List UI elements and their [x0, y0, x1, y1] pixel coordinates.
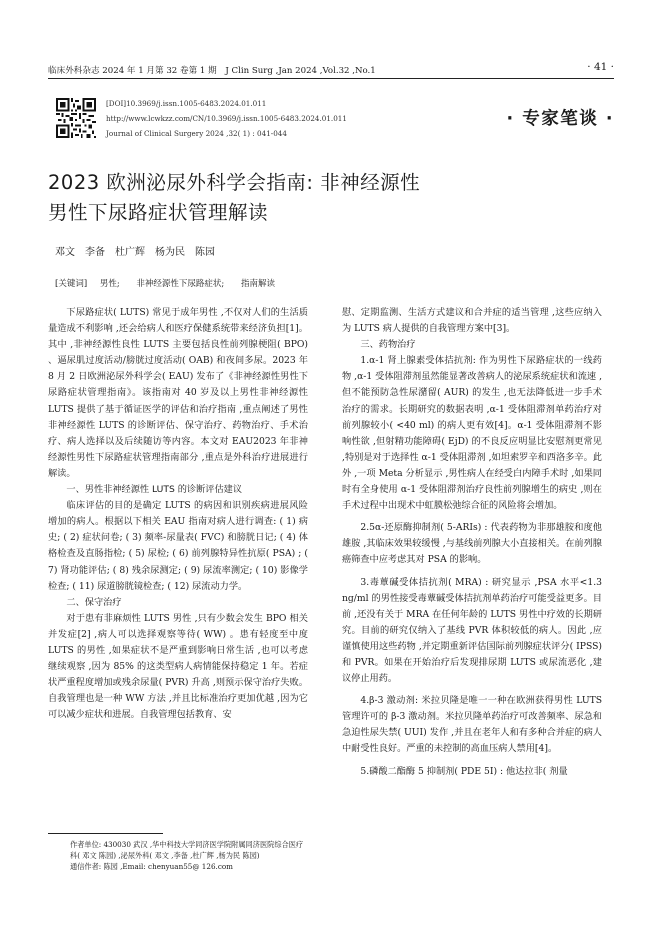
keywords [55, 277, 289, 289]
footnote-rule [48, 833, 163, 834]
paragraph: 4.β-3 激动剂: 米拉贝隆是唯一一种在欧洲获得男性 LUTS 管理许可的 β-3 激动剂。米拉贝隆单药治疗可改善频率、尿急和急迫性尿失禁( UUI) 发作 ,并且在老年人和有多种合并症的病人中耐受性良好。严重的未控制的高血压病人禁用[4]。 [342, 695, 602, 755]
section-heading: 一、男性非神经源性 LUTS 的诊断评估建议 [66, 484, 243, 496]
section-heading: 二、保守治疗 [66, 596, 122, 608]
article-title [48, 168, 608, 228]
left-column [48, 305, 308, 723]
paragraph: 对于患有非麻烦性 LUTS 男性 ,只有少数会发生 BPO 相关并发症[2] ,病人可以选择观察等待( WW) 。患有轻度至中度 LUTS 的男性 ,如果症状不是严重到影响日常生活 ,也可以考虑继续观察 ,因为 85% 的这类型病人病情能保持稳定 1 年。若症状严重程度增加或残余尿量( PVR) 升高 ,则预示保守治疗失败。自我管理也是一种 WW 方法 ,并且比标准治疗更加优越 ,因为它可以减少症状和进展。自我管理包括教育、安 [48, 612, 308, 721]
section-heading: 三、药物治疗 [360, 339, 416, 351]
authors: 邓文 李备 杜广辉 杨为民 陈园 [55, 247, 215, 258]
column-tag: · 专家笔谈 · [506, 109, 614, 129]
running-header [48, 62, 614, 79]
doi: [DOI]10.3969/j.issn.1005-6483.2024.01.011 [106, 99, 267, 108]
paragraph: 3.毒蕈碱受体拮抗剂( MRA) : 研究显示 ,PSA 水平<1.3 ng/ml 的男性接受毒蕈碱受体拮抗剂单药治疗可能受益更多。目前 ,还没有关于 MRA 在任何年龄的 LUTS 男性中疗效的长期研究。目前的研究仅纳入了基线 PVR 体积较低的病人。因此 ,应谨慎使用这些药物 ,并定期重新评估国际前列腺症状评分( IPSS) 和 PVR。如果在开始治疗后发现排尿期 LUTS 或尿流恶化 ,建议停止用药。 [342, 576, 602, 685]
right-column [342, 305, 602, 780]
keyword: 指南解读 [241, 279, 276, 289]
qr-code-icon [56, 98, 96, 138]
footnote [48, 839, 310, 872]
journal-line: 临床外科杂志 2024 年 1 月第 32 卷第 1 期 J Clin Surg ,Jan 2024 ,Vol.32 ,No.1 [48, 66, 376, 76]
paragraph: 慰、定期监测、生活方式建议和合并症的适当管理 ,这些应纳入为 LUTS 病人提供的自我管理方案中[3]。 [342, 307, 602, 335]
paragraph: 1.α-1 肾上腺素受体拮抗剂: 作为男性下尿路症状的一线药物 ,α-1 受体阻滞剂虽然能显著改善病人的泌尿系统症状和流速 ,但不能预防急性尿潴留( AUR) 的发生 ,也无法降低进一步手术治疗的需求。长期研究的数据表明 ,α-1 受体阻滞剂单药治疗对前列腺较小( <40 ml) 的病人更有效[4]。α-1 受体阻滞剂不影响性欲 ,但射精功能障碍( EjD) 的不良反应明显比安慰剂更常见 ,特别是对于选择性 α-1 受体阻滞剂 ,如坦索罗辛和西洛多辛。此外 ,一项 Meta 分析显示 ,男性病人在经受白内障手术时 ,如果同时有全身使用 α-1 受体阻滞剂治疗良性前列腺增生的病史 ,则在手术过程中出现术中虹膜松弛综合征的风险将会增加。 [342, 355, 602, 512]
keyword: 男性; [99, 279, 120, 289]
page-number: · 41 · [587, 61, 614, 73]
keywords-label: [关键词] [55, 279, 88, 289]
paragraph: 2.5α-还原酶抑制剂( 5-ARIs) : 代表药物为非那雄胺和度他雄胺 ,其临床效果较缓慢 ,与基线前列腺大小直接相关。在前列腺癌筛查中应考虑其对 PSA 的影响。 [342, 522, 602, 566]
paragraph: 临床评估的目的是确定 LUTS 的病因和识别疾病进展风险增加的病人。根据以下相关 EAU 指南对病人进行调查: ( 1) 病史; ( 2) 症状问卷; ( 3) 频率-尿量表( FVC) 和膀胱日记; ( 4) 体格检查及直肠指检; ( 5) 尿检; ( 6) 前列腺特异性抗原( PSA) ; ( 7) 肾功能评估; ( 8) 残余尿测定; ( 9) 尿流率测定; ( 10) 影像学检查; ( 11) 尿道膀胱镜检查; ( 12) 尿流动力学。 [48, 500, 308, 592]
article-meta [106, 97, 347, 141]
citation: Journal of Clinical Surgery 2024 ,32( 1) : 041-044 [106, 128, 287, 138]
corresponding-author: 通信作者: 陈园 ,Email: chenyuan55@ 126.com [70, 862, 233, 871]
affiliation: 作者单位: 430030 武汉 ,华中科技大学同济医学院附属同济医院综合医疗科( 邓文 陈园) ,泌尿外科( 邓文 ,李备 ,杜广辉 ,杨为民 陈园) [70, 840, 304, 860]
keyword: 非神经源性下尿路症状; [136, 279, 225, 289]
article-url[interactable]: http://www.lcwkzz.com/CN/10.3969/j.issn.1005-6483.2024.01.011 [106, 113, 347, 123]
title-line: 2023 欧洲泌尿外科学会指南: 非神经源性 [48, 171, 421, 194]
paragraph: 5.磷酸二酯酶 5 抑制剂( PDE 5I) : 他达拉非( 剂量 [360, 765, 568, 777]
paragraph: 下尿路症状( LUTS) 常见于成年男性 ,不仅对人们的生活质量造成不利影响 ,还会给病人和医疗保健系统带来经济负担[1]。其中 ,非神经源性良性 LUTS 主要包括良性前列腺梗阻( BPO) 、逼尿肌过度活动/膀胱过度活动( OAB) 和夜间多尿。2023 年 8 月 2 日欧洲泌尿外科学会( EAU) 发布了《非神经源性男性下尿路症状管理指南》。该指南对 40 岁及以上男性非神经源性 LUTS 提供了基于循证医学的评估和治疗指南 ,重点阐述了男性非神经源性 LUTS 的诊断评估、保守治疗、药物治疗、手术治疗、病人选择以及后续随访等内容。本文对 EAU2023 年非神经源性男性下尿路症状管理指南部分 ,重点是外科治疗进展进行解读。 [48, 307, 308, 479]
title-line: 男性下尿路症状管理解读 [48, 201, 269, 224]
